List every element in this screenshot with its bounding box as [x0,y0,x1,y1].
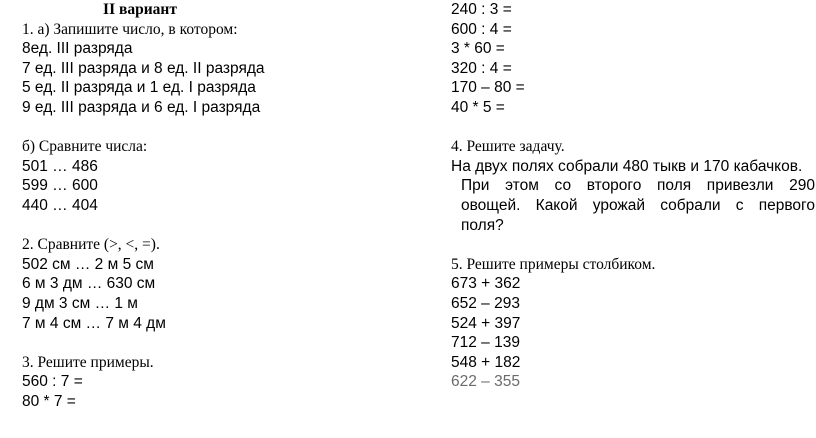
task3-item: 560 : 7 = [22,373,83,391]
task3-item: 80 * 7 = [22,392,76,410]
task2-item: 6 м 3 дм … 630 см [22,275,156,293]
task3-item: 320 : 4 = [451,59,512,77]
task5-item: 548 + 182 [451,353,521,371]
task1-item: 8ед. III разряда [22,40,133,58]
task2-item: 7 м 4 см … 7 м 4 дм [22,314,166,332]
task4-text-line: При этом со второго поля привезли 290 [461,177,815,195]
task3-item: 40 * 5 = [451,98,505,116]
task5-item: 712 – 139 [451,334,520,352]
task5-heading: 5. Решите примеры столбиком. [451,255,656,273]
spacer [22,216,422,236]
task5-item: 524 + 397 [451,314,521,332]
right-column [451,0,816,392]
task1-item: 7 ед. III разряда и 8 ед. II разряда [22,59,265,77]
task3-item: 600 : 4 = [451,20,512,38]
task2-heading: 2. Сравните (>, <, =). [22,236,160,254]
task4-text-line: поля? [461,216,504,234]
task2-item: 9 дм 3 см … 1 м [22,294,138,312]
task1b-item: 501 … 486 [22,157,98,175]
task2-item: 502 см … 2 м 5 см [22,255,154,273]
task3-item: 170 – 80 = [451,79,525,97]
task4-heading: 4. Решите задачу. [451,138,565,156]
task5-item: 673 + 362 [451,275,521,293]
task3-item: 240 : 3 = [451,1,512,18]
spacer [451,235,816,255]
left-column [22,0,422,411]
spacer [22,333,422,353]
task1-item: 9 ед. III разряда и 6 ед. I разряда [22,98,261,116]
task5-item: 652 – 293 [451,294,520,312]
task1b-item: 599 … 600 [22,177,98,195]
task4-text-line: На двух полях собрали 480 тыкв и 170 кабачков. [451,157,803,175]
task5-item: 622 – 355 [451,373,520,391]
spacer [451,118,816,138]
task1b-heading: б) Сравните числа: [22,138,148,156]
task1b-item: 440 … 404 [22,196,98,214]
variant-title: II вариант [103,1,177,18]
spacer [22,118,422,138]
task3-heading: 3. Решите примеры. [22,353,154,371]
task3-item: 3 * 60 = [451,40,505,58]
task1-heading: 1. а) Запишите число, в котором: [22,20,238,38]
task1-item: 5 ед. II разряда и 1 ед. I разряда [22,79,256,97]
task4-text-line: овощей. Какой урожай собрали с первого [461,196,815,214]
